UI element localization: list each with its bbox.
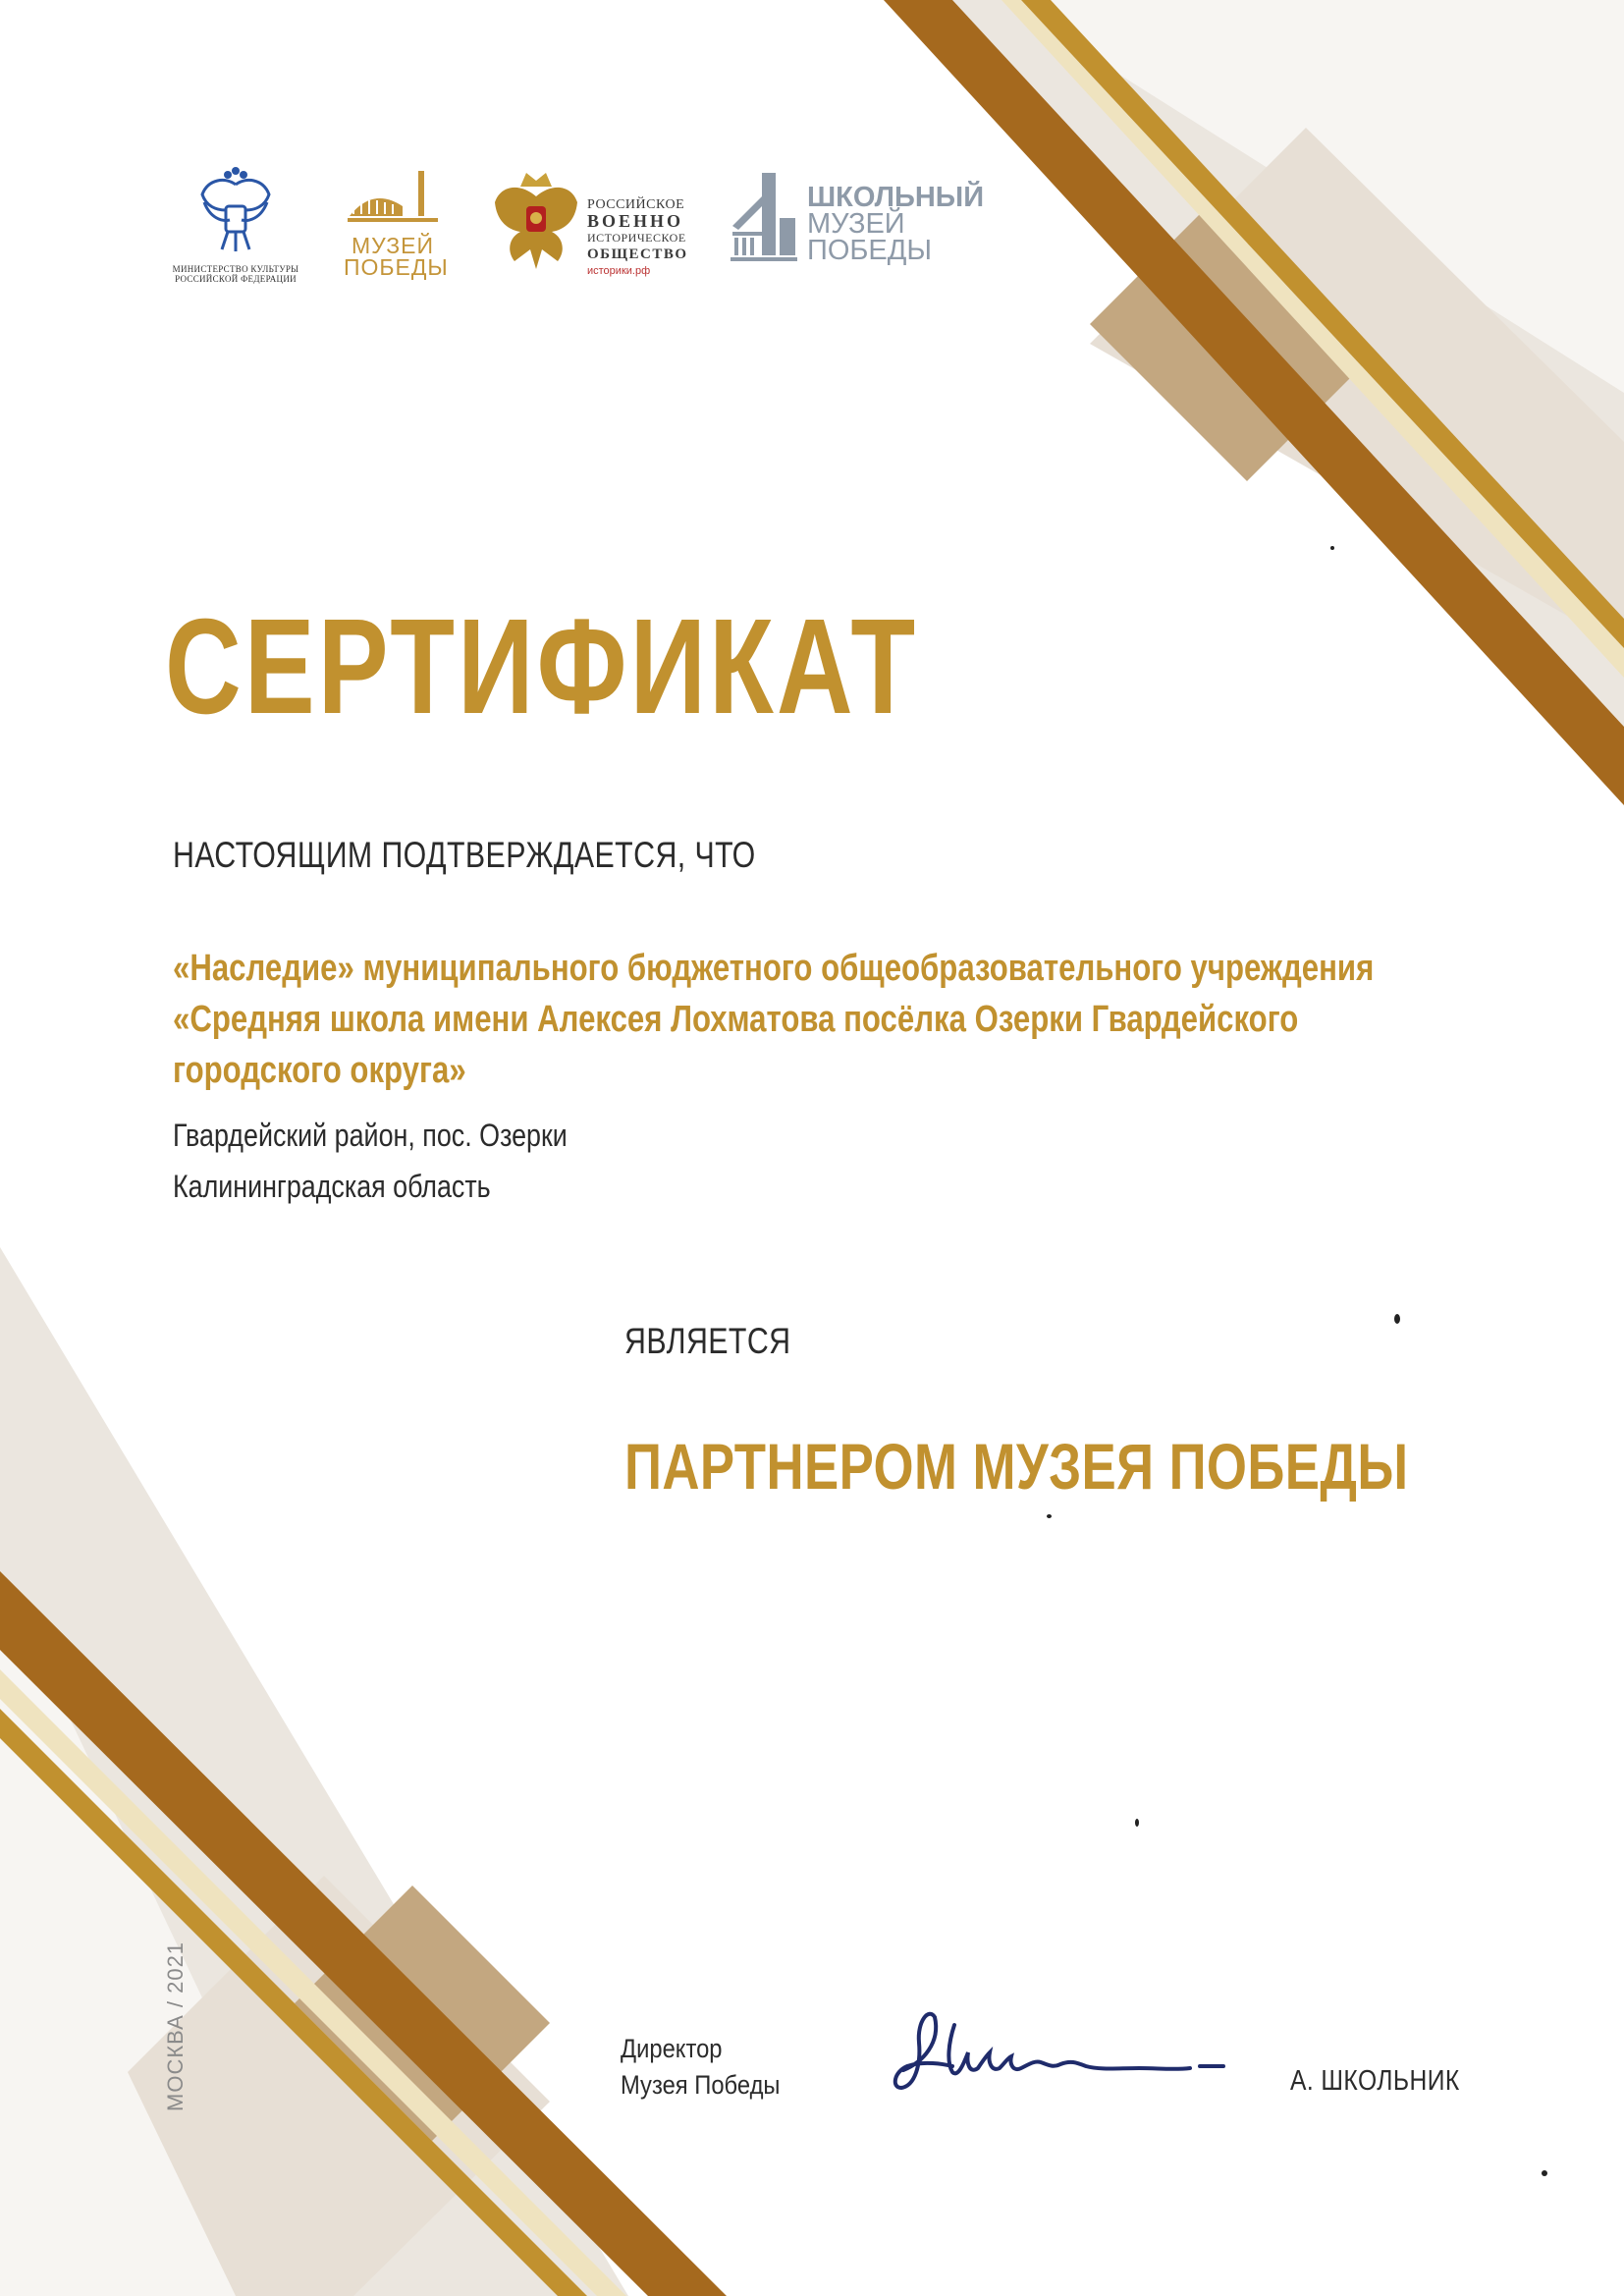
- rvio-logo-line: ВОЕННО: [587, 211, 684, 231]
- organization-line: «Наследие» муниципального бюджетного общеобразовательного учреждения: [173, 948, 1375, 989]
- rvio-logo-line: ОБЩЕСТВО: [587, 246, 688, 262]
- signatory-title: [621, 2031, 781, 2104]
- shkolny-logo-line: МУЗЕЙ: [807, 208, 905, 240]
- partner-status: ПАРТНЕРОМ МУЗЕЯ ПОБЕДЫ: [624, 1430, 1409, 1503]
- mincult-caption-line: МИНИСТЕРСТВО КУЛЬТУРЫ: [172, 264, 299, 274]
- address-line: Калининградская область: [173, 1169, 491, 1204]
- rvio-logo-line: РОССИЙСКОЕ: [587, 197, 685, 212]
- place-year: МОСКВА / 2021: [163, 1941, 188, 2111]
- muzey-pobedy-logo: [344, 167, 449, 280]
- school-museum-icon: [727, 167, 801, 265]
- signatory-title-line: Музея Победы: [621, 2070, 781, 2100]
- eagle-emblem-icon: [196, 167, 275, 255]
- rvio-logo-line: ИСТОРИЧЕСКОЕ: [587, 231, 686, 245]
- rvio-logo: [491, 167, 697, 282]
- is-label: ЯВЛЯЕТСЯ: [624, 1321, 791, 1361]
- certificate-title: СЕРТИФИКАТ: [165, 591, 919, 742]
- victory-monument-icon: [344, 167, 442, 226]
- mincult-logo: [167, 167, 304, 284]
- mincult-caption-line: РОССИЙСКОЙ ФЕДЕРАЦИИ: [175, 274, 297, 284]
- organization-name: [173, 943, 1375, 1096]
- signatory-title-line: Директор: [621, 2034, 723, 2063]
- address-line: Гвардейский район, пос. Озерки: [173, 1118, 568, 1153]
- scan-speck: [1542, 2170, 1547, 2176]
- organization-address: [173, 1110, 568, 1212]
- organization-line: городского округа»: [173, 1050, 466, 1091]
- muzey-logo-line: МУЗЕЙ: [351, 233, 435, 258]
- shkolny-logo-line: ШКОЛЬНЫЙ: [807, 182, 985, 213]
- shkolny-logo-line: ПОБЕДЫ: [807, 235, 933, 266]
- confirmation-line: НАСТОЯЩИМ ПОДТВЕРЖДАЕТСЯ, ЧТО: [173, 835, 756, 875]
- scan-speck: [1394, 1314, 1400, 1324]
- shkolny-muzey-logo: [727, 167, 985, 270]
- signatory-name: А. ШКОЛЬНИК: [1290, 2065, 1460, 2097]
- muzey-logo-line: ПОБЕДЫ: [344, 254, 449, 280]
- rvio-logo-site: историки.рф: [587, 265, 651, 277]
- scan-speck: [1135, 1819, 1139, 1827]
- organization-line: «Средняя школа имени Алексея Лохматова посёлка Озерки Гвардейского: [173, 999, 1299, 1040]
- handwritten-signature: [884, 2003, 1227, 2111]
- double-headed-eagle-icon: [491, 167, 581, 277]
- scan-speck: [1330, 546, 1334, 550]
- scan-speck: [1047, 1514, 1052, 1518]
